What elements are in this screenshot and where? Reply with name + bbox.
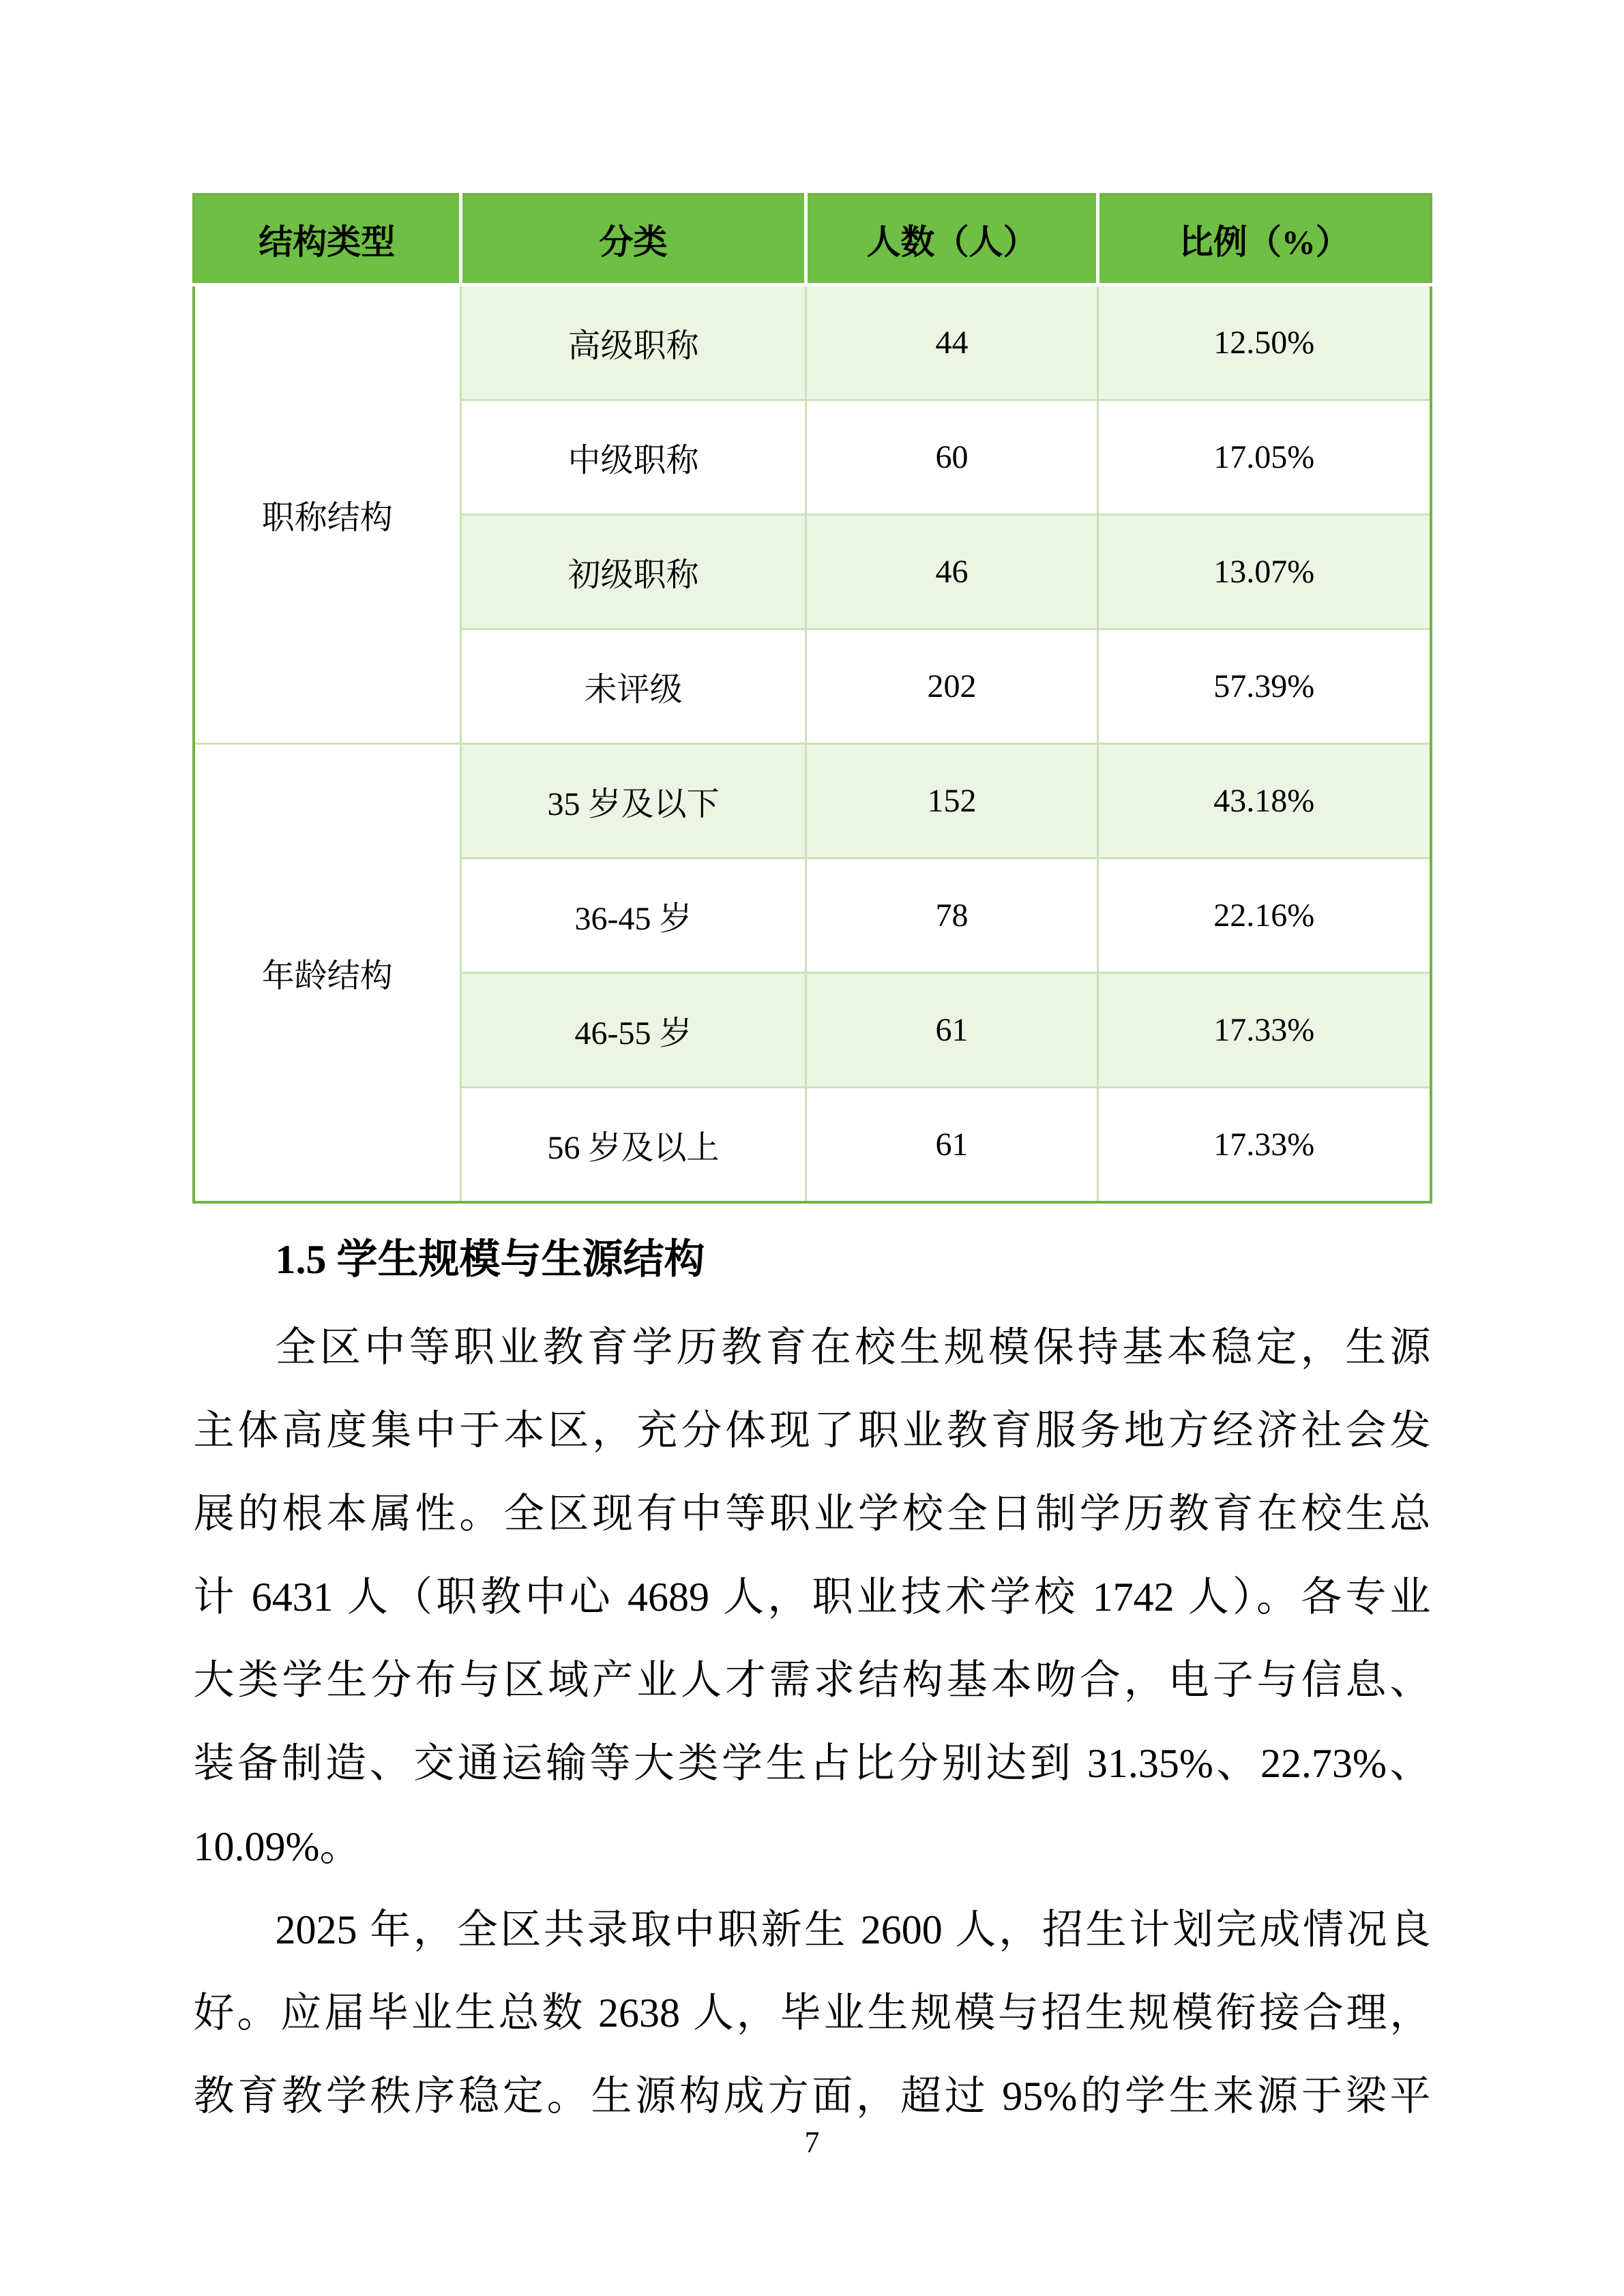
text-line: 主体高度集中于本区，充分体现了职业教育服务地方经济社会发 xyxy=(193,1408,1431,1453)
category-cell: 未评级 xyxy=(461,629,806,744)
section-heading: 1.5 学生规模与生源结构 xyxy=(275,1237,705,1282)
ratio-cell: 57.39% xyxy=(1098,629,1431,744)
table-header xyxy=(194,194,1431,285)
count-cell: 202 xyxy=(806,629,1098,744)
table-header-row xyxy=(194,194,1431,285)
count-cell: 46 xyxy=(806,515,1098,629)
count-cell: 60 xyxy=(806,400,1098,515)
category-cell: 高级职称 xyxy=(461,285,806,400)
category-cell: 56 岁及以上 xyxy=(461,1088,806,1203)
paragraph xyxy=(194,1888,1431,2138)
category-cell: 35 岁及以下 xyxy=(461,744,806,859)
table-row xyxy=(194,744,1431,859)
count-cell: 78 xyxy=(806,859,1098,973)
staff-structure-table xyxy=(192,193,1432,1204)
ratio-cell: 17.33% xyxy=(1098,1088,1431,1203)
text-line: 大类学生分布与区域产业人才需求结构基本吻合，电子与信息、 xyxy=(193,1658,1431,1703)
count-cell: 44 xyxy=(806,285,1098,400)
text-line: 全区中等职业教育学历教育在校生规模保持基本稳定，生源 xyxy=(275,1325,1431,1370)
text-line: 10.09%。 xyxy=(193,1824,361,1869)
ratio-cell: 17.05% xyxy=(1098,400,1431,515)
body-text xyxy=(194,1306,1431,2138)
category-cell: 中级职称 xyxy=(461,400,806,515)
count-cell: 61 xyxy=(806,1088,1098,1203)
count-cell: 61 xyxy=(806,973,1098,1088)
ratio-cell: 13.07% xyxy=(1098,515,1431,629)
category-cell: 初级职称 xyxy=(461,515,806,629)
text-line: 展的根本属性。全区现有中等职业学校全日制学历教育在校生总 xyxy=(193,1491,1431,1536)
page-number: 7 xyxy=(804,2126,820,2159)
text-line: 计 6431 人（职教中心 4689 人，职业技术学校 1742 人）。各专业 xyxy=(193,1575,1431,1620)
column-header: 结构类型 xyxy=(194,194,461,285)
group-label-cell: 年龄结构 xyxy=(194,744,461,1203)
text-line: 好。应届毕业生总数 2638 人，毕业生规模与招生规模衔接合理， xyxy=(193,1991,1431,2036)
text-line: 2025 年，全区共录取中职新生 2600 人，招生计划完成情况良 xyxy=(275,1907,1431,1952)
column-header: 人数（人） xyxy=(806,194,1098,285)
ratio-cell: 12.50% xyxy=(1098,285,1431,400)
text-line: 装备制造、交通运输等大类学生占比分别达到 31.35%、22.73%、 xyxy=(193,1741,1431,1786)
group-label-cell: 职称结构 xyxy=(194,285,461,744)
count-cell: 152 xyxy=(806,744,1098,859)
ratio-cell: 22.16% xyxy=(1098,859,1431,973)
text-line: 教育教学秩序稳定。生源构成方面，超过 95%的学生来源于梁平 xyxy=(193,2074,1431,2119)
ratio-cell: 17.33% xyxy=(1098,973,1431,1088)
column-header: 比例（%） xyxy=(1098,194,1431,285)
category-cell: 36-45 岁 xyxy=(461,859,806,973)
table-row xyxy=(194,285,1431,400)
paragraph xyxy=(194,1306,1431,1888)
category-cell: 46-55 岁 xyxy=(461,973,806,1088)
table-body xyxy=(194,285,1431,1203)
column-header: 分类 xyxy=(461,194,806,285)
ratio-cell: 43.18% xyxy=(1098,744,1431,859)
